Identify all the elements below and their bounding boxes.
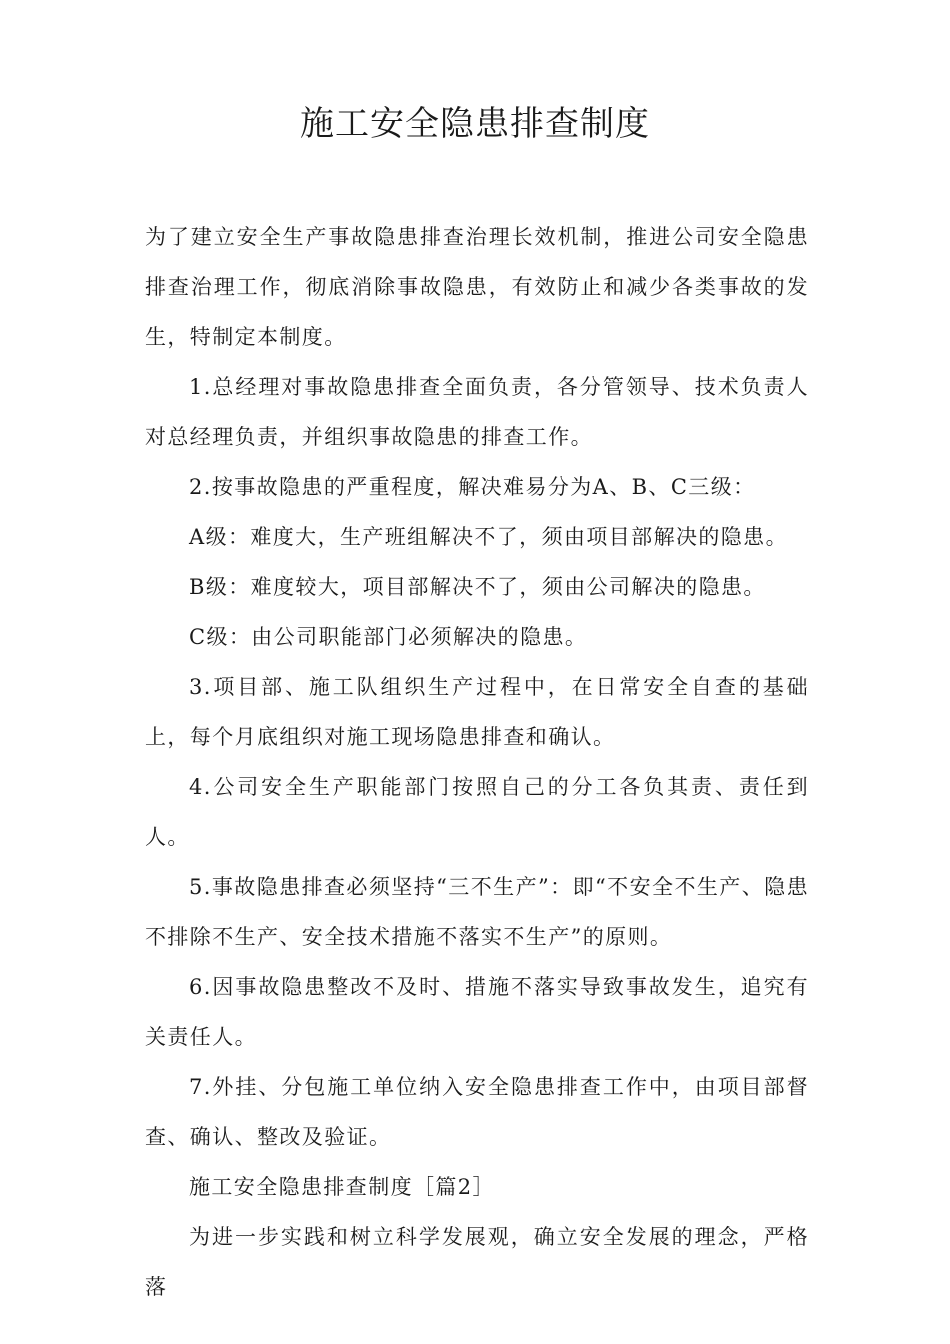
document-body — [145, 212, 809, 1312]
paragraph-level-c: C级：由公司职能部门必须解决的隐患。 — [189, 625, 588, 649]
paragraph-intro: 为了建立安全生产事故隐患排查治理长效机制，推进公司安全隐患排查治理工作，彻底消除事故隐患，有效防止和减少各类事故的发生，特制定本制度。 — [145, 225, 809, 349]
paragraph-level-a: A级：难度大，生产班组解决不了，须由项目部解决的隐患。 — [189, 525, 788, 549]
paragraph-part-2-intro: 为进一步实践和树立科学发展观，确立安全发展的理念，严格落 — [145, 1225, 809, 1299]
paragraph-item-1: 1.总经理对事故隐患排查全面负责，各分管领导、技术负责人对总经理负责，并组织事故隐患的排查工作。 — [145, 375, 809, 449]
paragraph-item-7: 7.外挂、分包施工单位纳入安全隐患排查工作中，由项目部督查、确认、整改及验证。 — [145, 1075, 809, 1149]
paragraph-item-5: 5.事故隐患排查必须坚持“三不生产”：即“不安全不生产、隐患不排除不生产、安全技术措施不落实不生产”的原则。 — [145, 875, 809, 949]
paragraph-item-3: 3.项目部、施工队组织生产过程中，在日常安全自查的基础上，每个月底组织对施工现场隐患排查和确认。 — [145, 675, 809, 749]
section-heading-part-2: 施工安全隐患排查制度［篇2］ — [189, 1175, 495, 1199]
paragraph-item-6: 6.因事故隐患整改不及时、措施不落实导致事故发生，追究有关责任人。 — [145, 975, 809, 1049]
paragraph-level-b: B级：难度较大，项目部解决不了，须由公司解决的隐患。 — [189, 575, 766, 599]
paragraph-item-4: 4.公司安全生产职能部门按照自己的分工各负其责、责任到人。 — [145, 775, 809, 849]
document-title: 施工安全隐患排查制度 — [300, 104, 650, 144]
paragraph-item-2: 2.按事故隐患的严重程度，解决难易分为A、B、C三级： — [189, 475, 756, 499]
